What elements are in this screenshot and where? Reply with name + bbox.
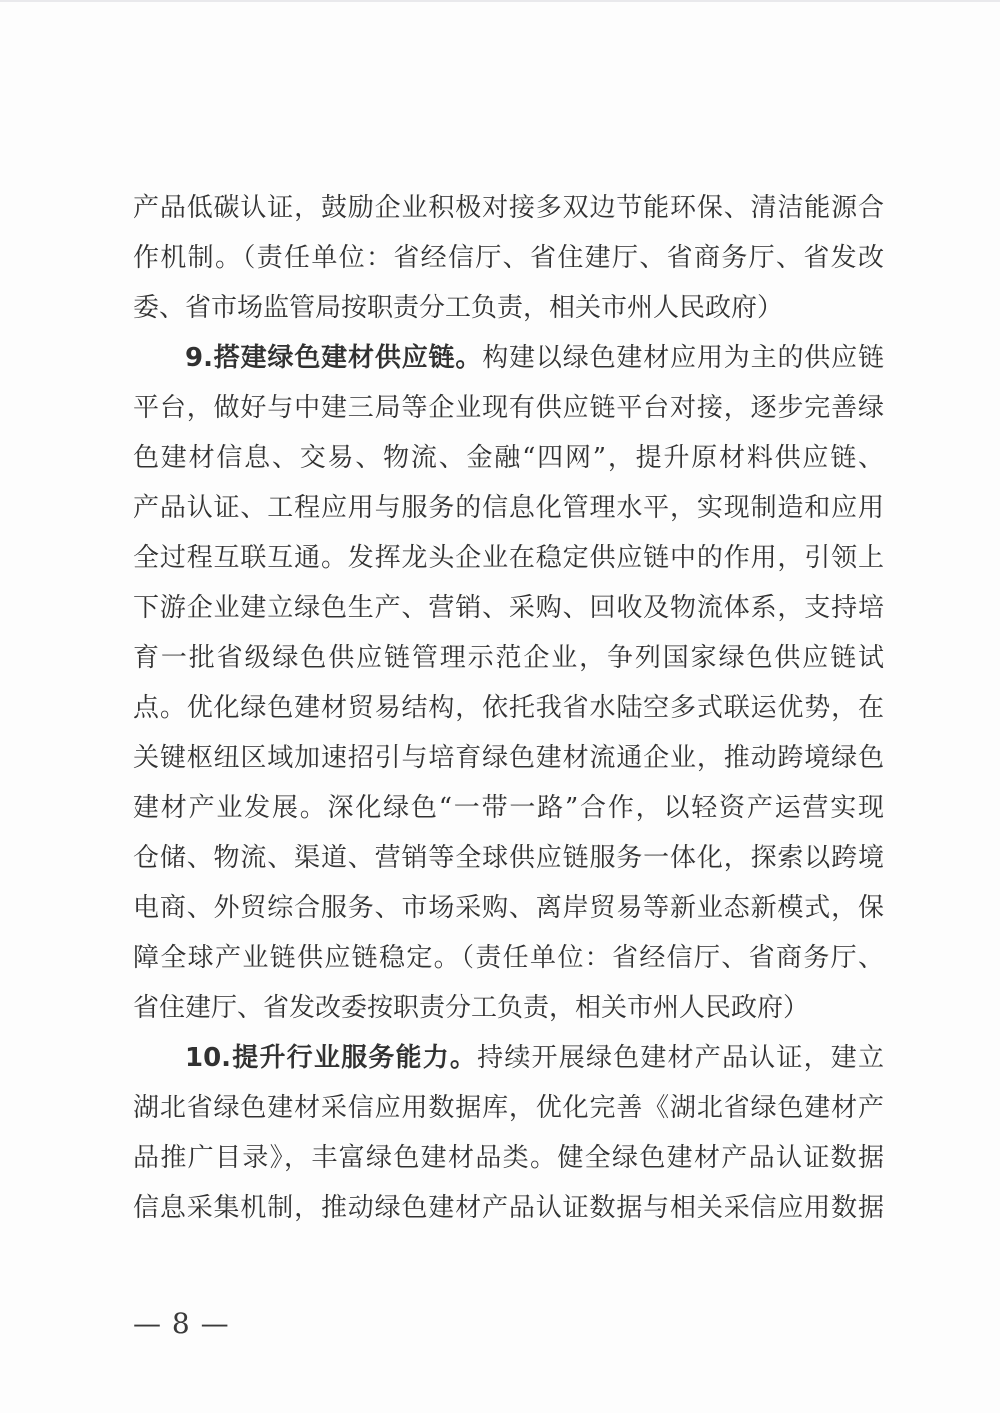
page-number: — 8 — [133, 1307, 230, 1340]
line-text: 下游企业建立绿色生产、营销、采购、回收及物流体系，支持培 [133, 593, 884, 623]
section-heading: 10.提升行业服务能力。 [185, 1043, 478, 1073]
text-line [133, 983, 884, 1033]
line-text: 关键枢纽区域加速招引与培育绿色建材流通企业，推动跨境绿色 [133, 743, 884, 773]
line-text: 建材产业发展。深化绿色“一带一路”合作，以轻资产运营实现 [133, 793, 884, 823]
line-text: 品推广目录》，丰富绿色建材品类。健全绿色建材产品认证数据 [133, 1143, 884, 1173]
line-text: 产品认证、工程应用与服务的信息化管理水平，实现制造和应用 [133, 493, 884, 523]
text-line [133, 1183, 884, 1233]
text-line [133, 1033, 884, 1083]
text-line [133, 483, 884, 533]
line-text: 育一批省级绿色供应链管理示范企业，争列国家绿色供应链试 [133, 643, 884, 673]
text-line [133, 233, 884, 283]
line-text: 信息采集机制，推动绿色建材产品认证数据与相关采信应用数据 [133, 1193, 884, 1223]
line-text: 委、省市场监管局按职责分工负责，相关市州人民政府） [133, 293, 784, 323]
text-line [133, 833, 884, 883]
line-text: 省住建厅、省发改委按职责分工负责，相关市州人民政府） [133, 993, 810, 1023]
text-line [133, 633, 884, 683]
text-line [133, 433, 884, 483]
line-text: 点。优化绿色建材贸易结构，依托我省水陆空多式联运优势，在 [133, 693, 884, 723]
text-line [133, 1133, 884, 1183]
text-line [133, 283, 884, 333]
line-text: 障全球产业链供应链稳定。（责任单位：省经信厅、省商务厅、 [133, 943, 884, 973]
line-text: 色建材信息、交易、物流、金融“四网”，提升原材料供应链、 [133, 443, 884, 473]
text-line [133, 1083, 884, 1133]
section-heading: 9.搭建绿色建材供应链。 [185, 343, 483, 373]
line-text: 持续开展绿色建材产品认证，建立 [477, 1043, 884, 1073]
text-line [133, 583, 884, 633]
scan-edge-line [0, 0, 1000, 2]
text-line [133, 933, 884, 983]
line-text: 构建以绿色建材应用为主的供应链 [482, 343, 884, 373]
text-line [133, 183, 884, 233]
line-text: 产品低碳认证，鼓励企业积极对接多双边节能环保、清洁能源合 [133, 193, 884, 223]
line-text: 仓储、物流、渠道、营销等全球供应链服务一体化，探索以跨境 [133, 843, 884, 873]
text-line [133, 533, 884, 583]
text-line [133, 883, 884, 933]
text-line [133, 683, 884, 733]
line-text: 湖北省绿色建材采信应用数据库，优化完善《湖北省绿色建材产 [133, 1093, 884, 1123]
text-line [133, 783, 884, 833]
line-text: 全过程互联互通。发挥龙头企业在稳定供应链中的作用，引领上 [133, 543, 884, 573]
line-text: 作机制。（责任单位：省经信厅、省住建厅、省商务厅、省发改 [133, 243, 884, 273]
document-body [133, 183, 884, 1233]
line-text: 电商、外贸综合服务、市场采购、离岸贸易等新业态新模式，保 [133, 893, 884, 923]
text-line [133, 383, 884, 433]
text-line [133, 733, 884, 783]
line-text: 平台，做好与中建三局等企业现有供应链平台对接，逐步完善绿 [133, 393, 884, 423]
text-line [133, 333, 884, 383]
